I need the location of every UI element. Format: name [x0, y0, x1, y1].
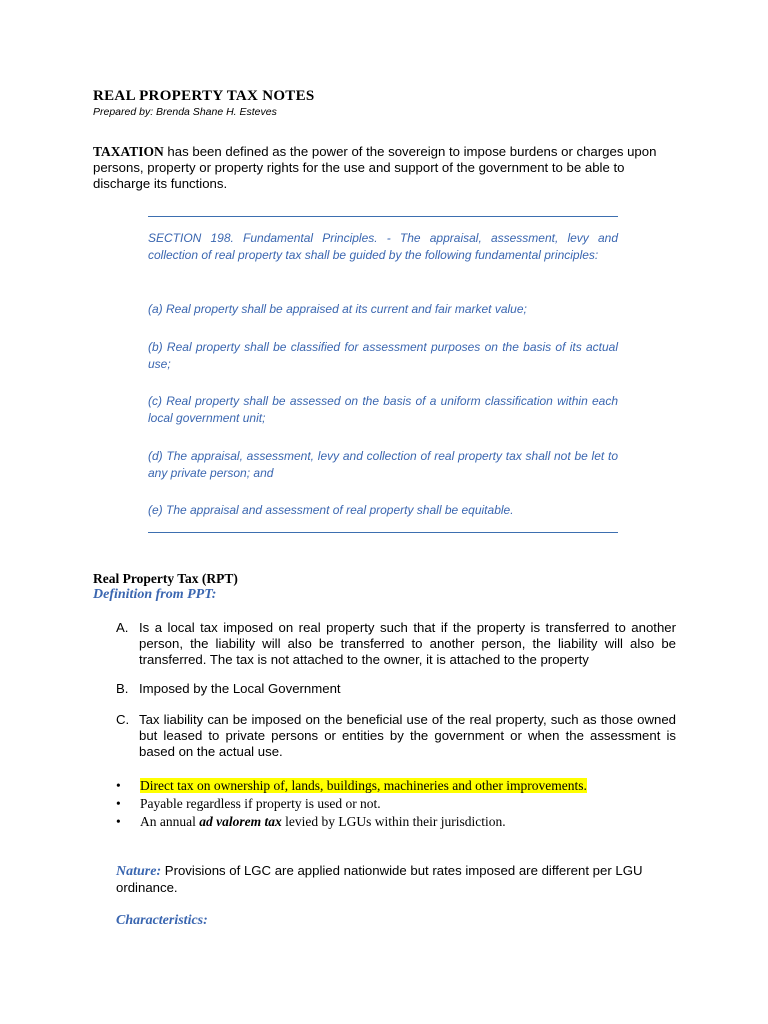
list-marker: C. — [116, 712, 130, 727]
principle-c: (c) Real property shall be assessed on the basis of a uniform classification within each local government unit; — [148, 394, 618, 425]
principle-b: (b) Real property shall be classified for assessment purposes on the basis of its actual use; — [148, 340, 618, 371]
section-198-box — [148, 216, 618, 533]
list-item-text: Is a local tax imposed on real property such that if the property is transferred to another person, the liability will also be transferred to another person, the liability will also be transferred. The tax is not attached to the owner, it is attached to the property — [139, 620, 676, 667]
intro-text: has been defined as the power of the sovereign to impose burdens or charges upon persons, property or property rights for the use and support of the government to be able to discharge its functions. — [93, 144, 657, 191]
bullet-item-1 — [116, 777, 676, 794]
list-marker: A. — [116, 620, 129, 635]
bullet-text — [140, 814, 506, 829]
bullet-text: Payable regardless if property is used or not. — [140, 796, 381, 811]
characteristics-heading: Characteristics: — [116, 913, 208, 928]
principle-d: (d) The appraisal, assessment, levy and collection of real property tax shall not be let to any private person; and — [148, 449, 618, 480]
ad-valorem-term: ad valorem tax — [199, 814, 282, 829]
nature-paragraph — [116, 863, 676, 896]
document-byline: Prepared by: Brenda Shane H. Esteves — [93, 106, 277, 118]
list-marker: B. — [116, 681, 129, 696]
bullet-text-pre: An annual — [140, 814, 200, 829]
bullet-text-highlighted: Direct tax on ownership of, lands, buildings, machineries and other improvements. — [140, 778, 587, 793]
bullet-text-post: levied by LGUs within their jurisdiction. — [281, 814, 506, 829]
nature-text: Provisions of LGC are applied nationwide but rates imposed are different per LGU ordinance. — [116, 863, 643, 895]
intro-paragraph — [93, 144, 675, 192]
nature-label: Nature: — [116, 864, 162, 879]
bullet-icon: • — [116, 796, 121, 811]
list-item-a — [116, 620, 676, 668]
list-item-text: Imposed by the Local Government — [139, 681, 341, 696]
bullet-item-3 — [116, 813, 676, 830]
section-heading: SECTION 198. Fundamental Principles. - The appraisal, assessment, levy and collection of real property tax shall be guided by the following fundamental principles: — [148, 231, 618, 262]
list-item-text: Tax liability can be imposed on the beneficial use of the real property, such as those owned but leased to private persons or entities by the government or when the assessment is based on the actual use. — [139, 712, 676, 759]
document-title: REAL PROPERTY TAX NOTES — [93, 88, 315, 104]
list-item-c — [116, 712, 676, 760]
intro-term: TAXATION — [93, 144, 164, 159]
list-item-b — [116, 681, 676, 697]
definition-subheading: Definition from PPT: — [93, 587, 217, 602]
bullet-item-2 — [116, 795, 676, 812]
rpt-heading: Real Property Tax (RPT) — [93, 571, 238, 586]
bullet-icon: • — [116, 814, 121, 829]
principle-e: (e) The appraisal and assessment of real property shall be equitable. — [148, 503, 514, 517]
principle-a: (a) Real property shall be appraised at its current and fair market value; — [148, 302, 527, 316]
bullet-icon: • — [116, 778, 121, 793]
